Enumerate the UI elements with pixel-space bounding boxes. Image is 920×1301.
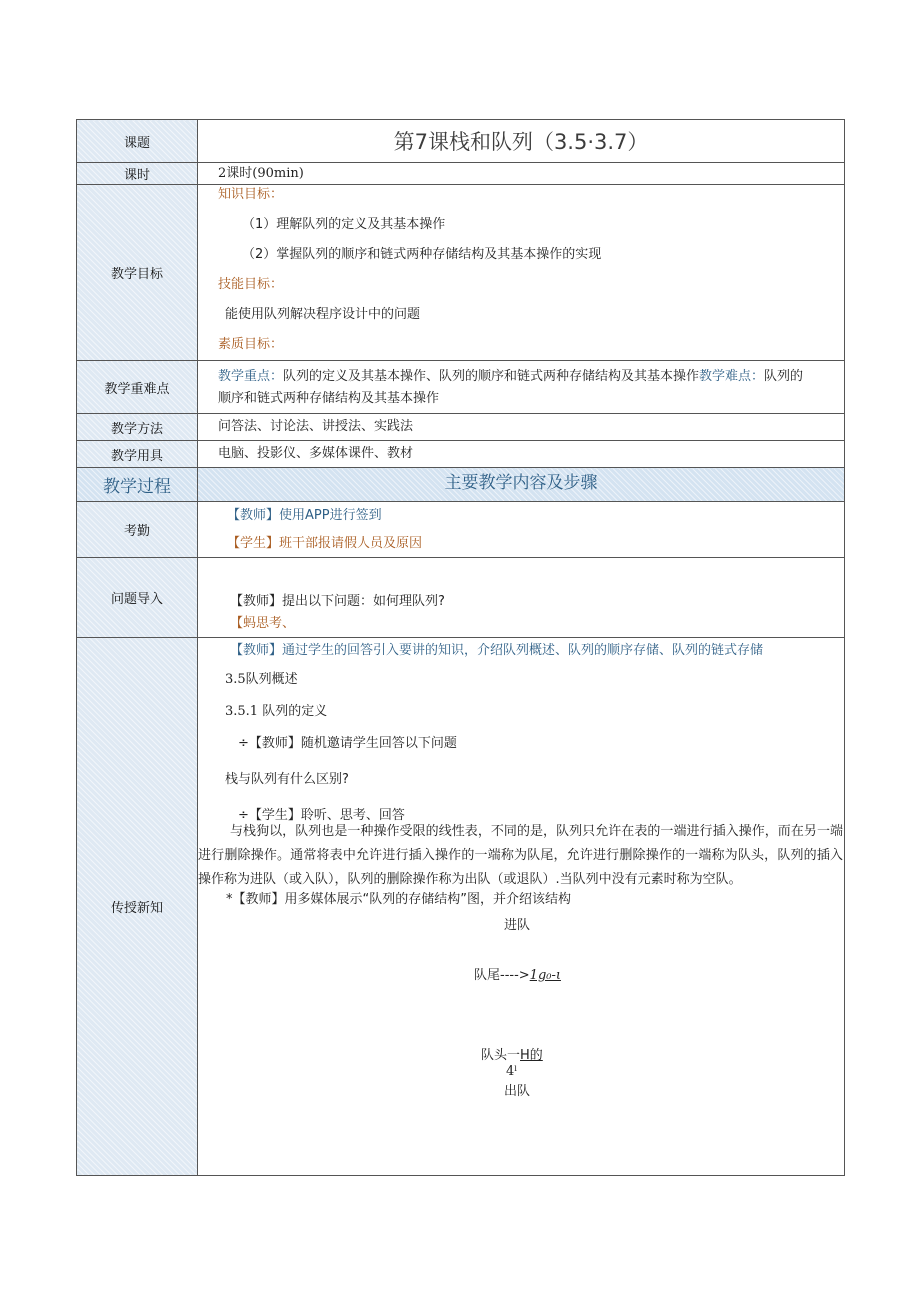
tools-value: 电脑、投影仪、多媒体课件、教材 [218, 446, 414, 461]
methods-label: 教学方法 [77, 414, 198, 441]
hours-row [77, 163, 845, 185]
new-knowledge-row [77, 638, 845, 1176]
hours-label: 课时 [77, 163, 198, 185]
process-header-row [77, 468, 845, 502]
diagram-rear-prefix: 队尾----> [474, 968, 530, 983]
tools-row [77, 441, 845, 468]
nk-teacher-show: *【教师】用多媒体展示“队列的存储结构”图，并介绍该结构 [226, 892, 571, 907]
nk-question: 栈与队列有什么区别? [225, 772, 349, 787]
difficulty-text-2: 顺序和链式两种存储结构及其基本操作 [218, 391, 440, 406]
attendance-label: 考勤 [77, 502, 198, 558]
difficulty-text-1: 队列的 [764, 369, 804, 384]
nk-student-answer: ÷【学生】聆听、思考、回答 [238, 808, 405, 823]
intro-student: 【蚂思考、 [230, 616, 296, 631]
new-knowledge-label: 传授新知 [77, 638, 198, 1176]
diagram-front-prefix: 队头一 [481, 1048, 521, 1063]
nk-paragraph: 与栈狗以，队列也是一种操作受限的线性表，不同的是，队列只允许在表的一端进行插入操作，而在另一端进行删除操作。通常将表中允许进行插入操作的一端称为队尾，允许进行删除操作的一端称为队头，队列的插入操作称为进队（或入队），队列的删除操作称为出队（或退队）.当队列中没有元素时称为空队。 [198, 824, 843, 887]
tools-label: 教学用具 [77, 441, 198, 468]
attendance-row [77, 502, 845, 558]
objectives-row [77, 185, 845, 361]
diagram-rear-mark: 1g₀-ι [529, 968, 561, 983]
skill-heading: 技能目标： [218, 277, 284, 292]
methods-value: 问答法、讨论法、讲授法、实践法 [218, 419, 414, 434]
nk-teacher-intro: 【教师】通过学生的回答引入要讲的知识，介绍队列概述、队列的顺序存储、队列的链式存储 [230, 643, 764, 658]
key-text: 队列的定义及其基本操作、队列的顺序和链式两种存储结构及其基本操作 [283, 369, 700, 384]
queue-diagram [198, 918, 844, 1118]
intro-row [77, 558, 845, 638]
diagram-front-mark: H的 [520, 1048, 543, 1063]
lesson-plan-table [76, 119, 845, 1176]
diagram-enqueue: 进队 [504, 918, 531, 933]
key-points-label: 教学重难点 [77, 361, 198, 414]
topic-row [77, 120, 845, 163]
process-header-right: 主要教学内容及步骤 [198, 468, 845, 502]
diagram-dequeue: 出队 [504, 1084, 531, 1099]
hours-value: 2课时(90min) [218, 165, 304, 181]
skill-item: 能使用队列解决程序设计中的问题 [225, 307, 421, 322]
nk-subsection: 3.5.1 队列的定义 [225, 704, 328, 719]
knowledge-item-2: （2）掌握队列的顺序和链式两种存储结构及其基本操作的实现 [242, 247, 602, 262]
knowledge-item-1: （1）理解队列的定义及其基本操作 [242, 217, 446, 232]
quality-heading: 素质目标： [218, 337, 284, 352]
intro-teacher: 【教师】提出以下问题：如何理队列? [230, 594, 445, 609]
key-label: 教学重点： [218, 369, 284, 384]
lesson-title: 第7课栈和队列（3.5·3.7） [393, 130, 649, 154]
attendance-student: 【学生】班干部报请假人员及原因 [227, 536, 423, 551]
nk-teacher-question: ÷【教师】随机邀请学生回答以下问题 [238, 736, 457, 751]
methods-row [77, 414, 845, 441]
knowledge-heading: 知识目标： [218, 187, 284, 202]
attendance-teacher: 【教师】使用APP进行签到 [227, 508, 382, 523]
nk-section: 3.5队列概述 [225, 672, 298, 687]
intro-label: 问题导入 [77, 558, 198, 638]
diagram-small-mark: 4ˡ [506, 1064, 518, 1079]
key-points-row [77, 361, 845, 414]
objectives-label: 教学目标 [77, 185, 198, 361]
difficulty-label: 教学难点： [699, 369, 765, 384]
process-header-left: 教学过程 [77, 468, 198, 502]
topic-label: 课题 [77, 120, 198, 163]
